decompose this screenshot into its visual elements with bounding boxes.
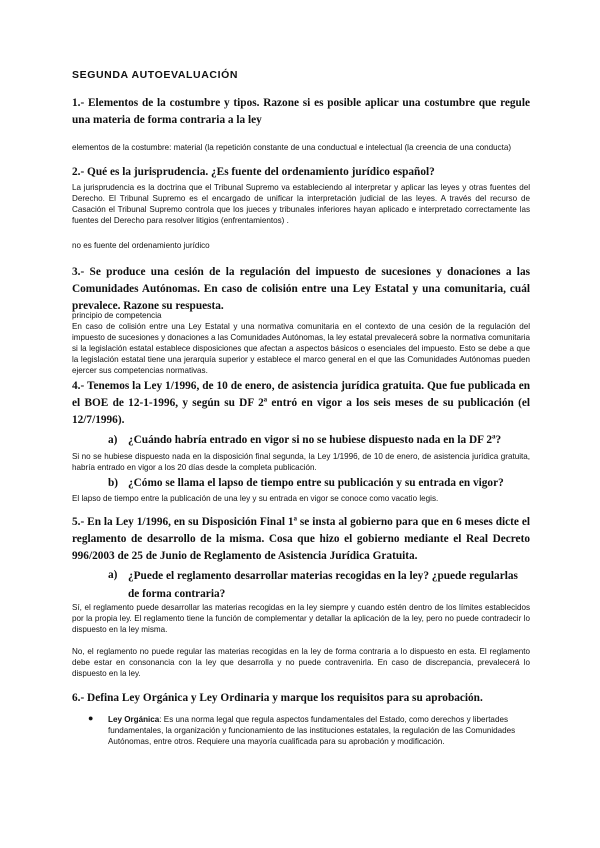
- question-4b-question: ¿Cómo se llama el lapso de tiempo entre su publicación y su entrada en vigor?: [128, 477, 504, 489]
- question-2-note: no es fuente del ordenamiento jurídico: [72, 241, 210, 250]
- bullet-icon: ●: [88, 713, 94, 723]
- question-5-answer-2: No, el reglamento no puede regular las materias recogidas en la ley de forma contraria a lo dispuesto en esta. El reglamento debe estar en consonancia con la ley que desarrolla y no puede contravenirla. En caso de discrepancia, prevalecerá lo dispuesto en la ley.: [72, 647, 530, 678]
- question-4b-letter: b): [108, 477, 119, 489]
- question-4a-letter: a): [108, 434, 118, 446]
- question-3-subnote: principio de competencia: [72, 311, 162, 320]
- question-6-definition-block: [108, 714, 530, 747]
- question-1-answer: elementos de la costumbre: material (la repetición constante de una conductual e intelectual (la creencia de una conducta): [72, 143, 512, 152]
- question-2-answer: La jurisprudencia es la doctrina que el Tribunal Supremo va estableciendo al interpretar y aplicar las leyes y otras fuentes del Derecho. El Tribunal Supremo es el encargado de unificar la interpretación judicial de las leyes. A través del recurso de Casación el Tribunal Supremo controla que los jueces y tribunales inferiores hayan aplicado e interpretado correctamente las fuentes del Derecho para resolver litigios (enfrentamientos) .: [72, 183, 530, 225]
- question-4b-answer: El lapso de tiempo entre la publicación de una ley y su entrada en vigor se conoce como vacatio legis.: [72, 494, 439, 503]
- question-3-answer: En caso de colisión entre una Ley Estatal y una normativa comunitaria en el contexto de una cesión de la regulación del impuesto de sucesiones y donaciones a las Comunidades Autónomas, la ley estatal prevalecerá sobre la normativa comunitaria si la legislación estatal establece disposiciones que afectan a aspectos básicos o esenciales del impuesto. Esto se debe a que la legislación estatal tiene una jerarquía superior y establece el marco general en el que las Comunidades Autónomas pueden ejercer sus competencias normativas.: [72, 322, 530, 375]
- question-5a-question: ¿Puede el reglamento desarrollar materias recogidas en la ley? ¿puede regularlas de forma contraria?: [128, 570, 518, 600]
- question-5-answer-1: Sí, el reglamento puede desarrollar las materias recogidas en la ley siempre y cuando estén dentro de los límites establecidos por la propia ley. El reglamento tiene la función de complementar y detallar la aplicación de la ley, pero no puede contradecir lo dispuesto en la ley misma.: [72, 603, 530, 634]
- question-4a-answer: Si no se hubiese dispuesto nada en la disposición final segunda, la Ley 1/1996, de 10 de enero, de asistencia jurídica gratuita, habría entrado en vigor a los 20 días desde la completa publicación.: [72, 452, 530, 472]
- page-title: SEGUNDA AUTOEVALUACIÓN: [72, 69, 239, 81]
- question-5-heading: 5.- En la Ley 1/1996, en su Disposición Final 1ª se insta al gobierno para que en 6 meses dicte el reglamento de desarrollo de la misma. Cosa que hizo el gobierno mediante el Real Decreto 996/2003 de 25 de Junio de Reglamento de Asistencia Jurídica Gratuita.: [72, 516, 530, 562]
- question-6-heading: 6.- Defina Ley Orgánica y Ley Ordinaria y marque los requisitos para su aprobación.: [72, 692, 483, 704]
- question-4a-question: ¿Cuándo habría entrado en vigor si no se hubiese dispuesto nada en la DF 2ª?: [128, 434, 502, 446]
- question-5a-letter: a): [108, 569, 118, 581]
- question-2-heading: 2.- Qué es la jurisprudencia. ¿Es fuente del ordenamiento jurídico español?: [72, 166, 435, 178]
- question-3-heading: 3.- Se produce una cesión de la regulación del impuesto de sucesiones y donaciones a las Comunidades Autónomas. En caso de colisión entre una Ley Estatal y una comunitaria, cuál prevalece. Razone su respuesta.: [72, 266, 530, 312]
- question-6-definition: : Es una norma legal que regula aspectos fundamentales del Estado, como derechos y libertades fundamentales, la organización y funcionamiento de las instituciones estatales, la regulación de las Comunidades Autónomas, entre otros. Requiere una mayoría cualificada para su aprobación y modificación.: [108, 715, 516, 746]
- question-6-term: Ley Orgánica: [108, 715, 160, 724]
- question-1-heading: 1.- Elementos de la costumbre y tipos. Razone si es posible aplicar una costumbre que regule una materia de forma contraria a la ley: [72, 97, 530, 126]
- question-4-heading: 4.- Tenemos la Ley 1/1996, de 10 de enero, de asistencia jurídica gratuita. Que fue publicada en el BOE de 12-1-1996, y según su DF 2ª entró en vigor a los seis meses de su publicación (el 12/7/1996).: [72, 380, 530, 426]
